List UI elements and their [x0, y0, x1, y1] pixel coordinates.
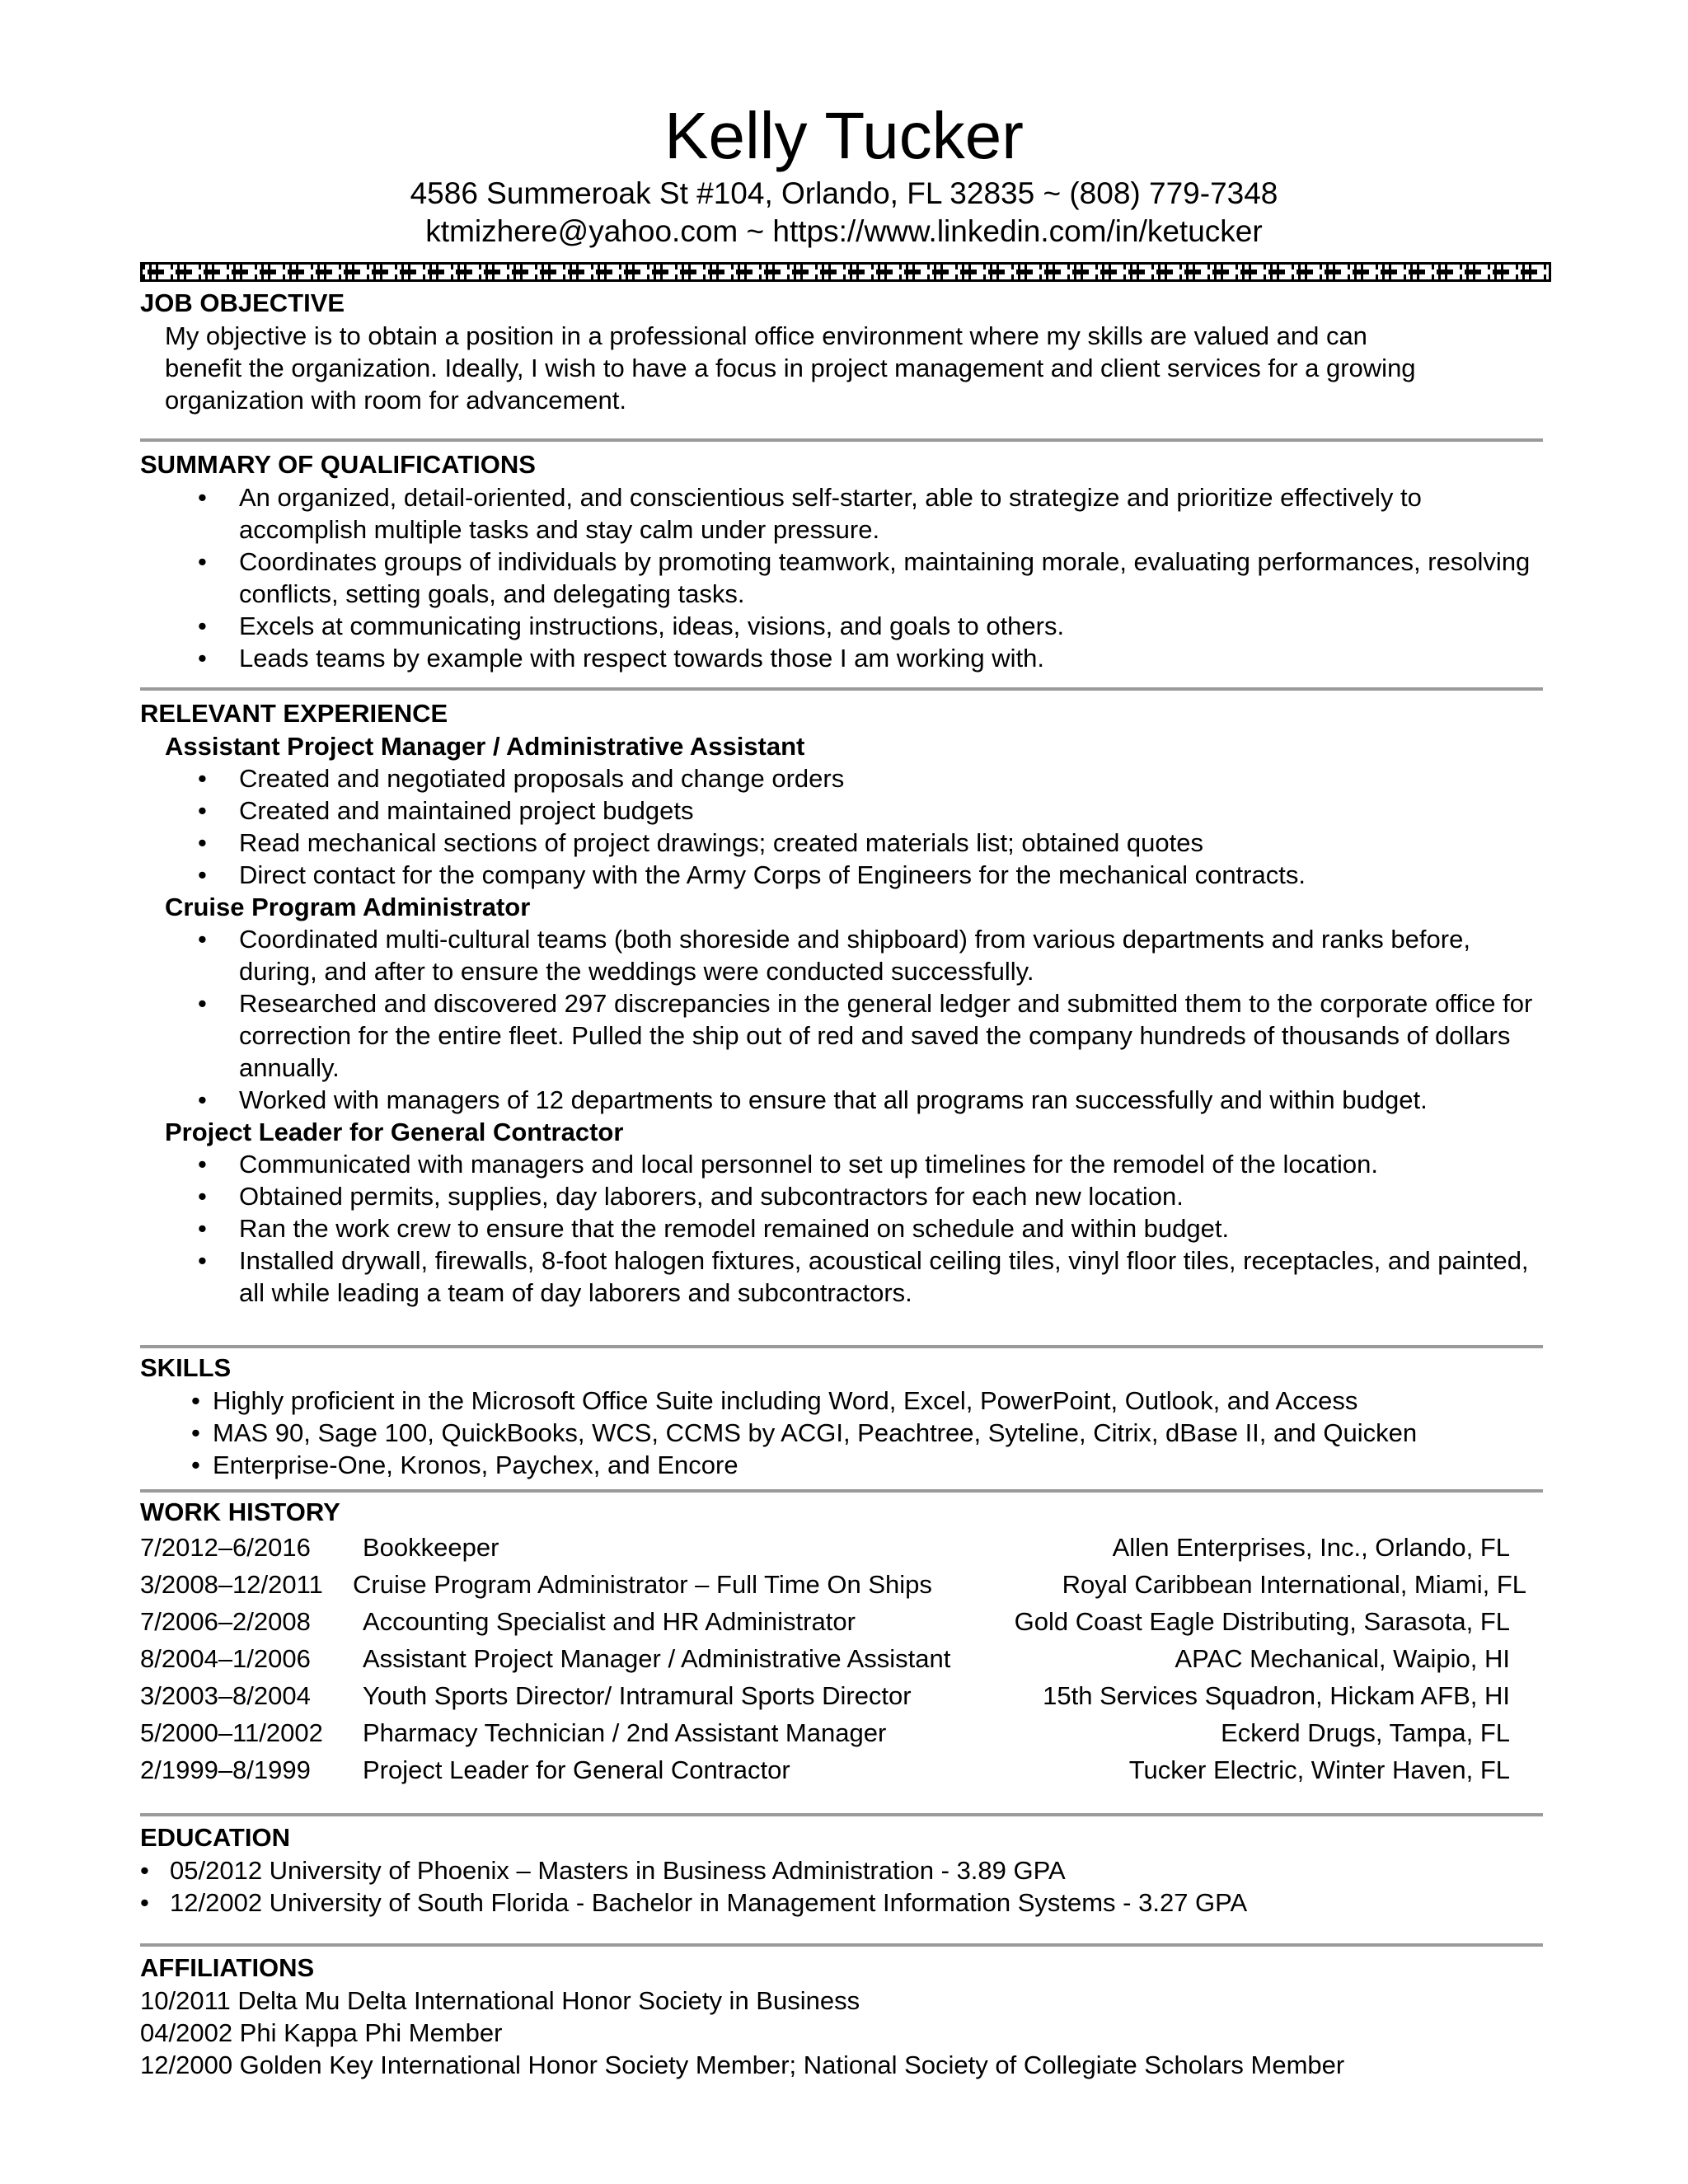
list-item: • 12/2002 University of South Florida - Bachelor in Management Information Systems - 3.27 GPA [140, 1886, 1551, 1919]
work-company: APAC Mechanical, Waipio, HI [1175, 1644, 1510, 1673]
job-title: Assistant Project Manager / Administrative Assistant [165, 732, 805, 761]
list-item: • Ran the work crew to ensure that the remodel remained on schedule and within budget. [140, 1212, 1551, 1244]
list-item: • Direct contact for the company with the Army Corps of Engineers for the mechanical contracts. [140, 859, 1551, 891]
section-divider [140, 687, 1543, 691]
job-title: Cruise Program Administrator [165, 893, 531, 921]
list-item: • Worked with managers of 12 departments to ensure that all programs ran successfully and within budget. [140, 1084, 1551, 1116]
work-company: Allen Enterprises, Inc., Orlando, FL [1112, 1533, 1510, 1562]
work-history-row [140, 1751, 1551, 1788]
decorative-border [140, 262, 1551, 282]
candidate-name: Kelly Tucker [664, 99, 1024, 172]
work-company: Eckerd Drugs, Tampa, FL [1221, 1718, 1510, 1747]
work-history-row [140, 1714, 1551, 1751]
section-title: AFFILIATIONS [140, 1953, 315, 1982]
section-divider [140, 1943, 1543, 1947]
work-dates: 3/2003–8/2004 [140, 1681, 311, 1710]
job-duties-list [140, 762, 1551, 891]
list-item: • Coordinates groups of individuals by promoting teamwork, maintaining morale, evaluating performances, resolving conflicts, setting goals, and delegating tasks. [140, 546, 1551, 610]
section-title: EDUCATION [140, 1823, 290, 1852]
work-position: Cruise Program Administrator – Full Time On Ships [353, 1570, 932, 1599]
objective-line: My objective is to obtain a position in a professional office environment where my skills are valued and can [165, 321, 1367, 350]
work-company: Gold Coast Eagle Distributing, Sarasota, FL [1014, 1607, 1510, 1636]
work-dates: 5/2000–11/2002 [140, 1718, 323, 1747]
work-company: 15th Services Squadron, Hickam AFB, HI [1043, 1681, 1510, 1710]
work-history-row [140, 1640, 1551, 1677]
section-divider [140, 1345, 1543, 1348]
work-history-row [140, 1677, 1551, 1714]
work-history-section [140, 1496, 1551, 1788]
affiliation-item: 10/2011 Delta Mu Delta International Honor Society in Business [140, 1986, 860, 2015]
objective-line: benefit the organization. Ideally, I wish to have a focus in project management and client services for a growing [165, 354, 1416, 382]
list-item: • MAS 90, Sage 100, QuickBooks, WCS, CCMS by ACGI, Peachtree, Syteline, Citrix, dBase II, and Quicken [140, 1417, 1551, 1449]
list-item: • Enterprise-One, Kronos, Paychex, and Encore [140, 1449, 1551, 1481]
list-item: • Read mechanical sections of project drawings; created materials list; obtained quotes [140, 827, 1551, 859]
section-title: JOB OBJECTIVE [140, 288, 345, 317]
section-divider [140, 1489, 1543, 1493]
work-position: Pharmacy Technician / 2nd Assistant Manager [363, 1718, 887, 1747]
job-duties-list [140, 923, 1551, 1116]
affiliation-item: 12/2000 Golden Key International Honor Society Member; National Society of Collegiate Scholars Member [140, 2050, 1345, 2079]
section-title: WORK HISTORY [140, 1497, 340, 1526]
affiliations-section [140, 1952, 1551, 2081]
section-divider [140, 1813, 1543, 1816]
list-item: • Coordinated multi-cultural teams (both shoreside and shipboard) from various departments and ranks before, during, and after to ensure the weddings were conducted successfully. [140, 923, 1551, 987]
section-title: SUMMARY OF QUALIFICATIONS [140, 450, 536, 479]
work-position: Bookkeeper [363, 1533, 499, 1562]
work-dates: 7/2012–6/2016 [140, 1533, 311, 1562]
job-title: Project Leader for General Contractor [165, 1118, 624, 1146]
work-position: Youth Sports Director/ Intramural Sports Director [363, 1681, 912, 1710]
list-item: • Created and maintained project budgets [140, 794, 1551, 827]
work-history-row [140, 1566, 1551, 1603]
address-phone-line: 4586 Summeroak St #104, Orlando, FL 32835 ~ (808) 779-7348 [410, 176, 1278, 210]
email-linkedin-line: ktmizhere@yahoo.com ~ https://www.linkedin.com/in/ketucker [425, 214, 1263, 248]
objective-section [140, 287, 1551, 416]
summary-section [140, 448, 1551, 674]
section-divider [140, 438, 1543, 442]
skills-section [140, 1352, 1551, 1481]
work-dates: 3/2008–12/2011 [140, 1570, 323, 1599]
list-item: • An organized, detail-oriented, and conscientious self-starter, able to strategize and prioritize effectively to accomplish multiple tasks and stay calm under pressure. [140, 481, 1551, 546]
work-history-row [140, 1529, 1551, 1566]
work-history-row [140, 1603, 1551, 1640]
skills-list [140, 1385, 1551, 1481]
list-item: • Created and negotiated proposals and change orders [140, 762, 1551, 794]
affiliation-item: 04/2002 Phi Kappa Phi Member [140, 2018, 503, 2047]
work-dates: 7/2006–2/2008 [140, 1607, 311, 1636]
list-item: • Leads teams by example with respect towards those I am working with. [140, 642, 1551, 674]
job-duties-list [140, 1148, 1551, 1309]
work-company: Tucker Electric, Winter Haven, FL [1128, 1755, 1510, 1784]
education-list [140, 1854, 1551, 1919]
work-position: Project Leader for General Contractor [363, 1755, 790, 1784]
list-item: • Communicated with managers and local personnel to set up timelines for the remodel of the location. [140, 1148, 1551, 1180]
list-item: • Obtained permits, supplies, day laborers, and subcontractors for each new location. [140, 1180, 1551, 1212]
work-dates: 8/2004–1/2006 [140, 1644, 311, 1673]
list-item: • Researched and discovered 297 discrepancies in the general ledger and submitted them to the corporate office for correction for the entire fleet. Pulled the ship out of red and saved the company hundreds of thousands of dollars annually. [140, 987, 1551, 1084]
list-item: • Excels at communicating instructions, ideas, visions, and goals to others. [140, 610, 1551, 642]
section-title: SKILLS [140, 1353, 232, 1382]
work-dates: 2/1999–8/1999 [140, 1755, 311, 1784]
objective-line: organization with room for advancement. [165, 386, 627, 415]
education-section [140, 1821, 1551, 1919]
resume-header [0, 0, 1688, 251]
section-title: RELEVANT EXPERIENCE [140, 699, 448, 728]
work-position: Accounting Specialist and HR Administrator [363, 1607, 856, 1636]
work-position: Assistant Project Manager / Administrative Assistant [363, 1644, 951, 1673]
experience-section [140, 697, 1551, 1309]
list-item: • 05/2012 University of Phoenix – Masters in Business Administration - 3.89 GPA [140, 1854, 1551, 1886]
work-company: Royal Caribbean International, Miami, FL [1062, 1570, 1526, 1599]
summary-list [140, 481, 1551, 674]
list-item: • Installed drywall, firewalls, 8-foot halogen fixtures, acoustical ceiling tiles, vinyl floor tiles, receptacles, and painted, all while leading a team of day laborers and subcontractors. [140, 1244, 1551, 1309]
list-item: • Highly proficient in the Microsoft Office Suite including Word, Excel, PowerPoint, Outlook, and Access [140, 1385, 1551, 1417]
